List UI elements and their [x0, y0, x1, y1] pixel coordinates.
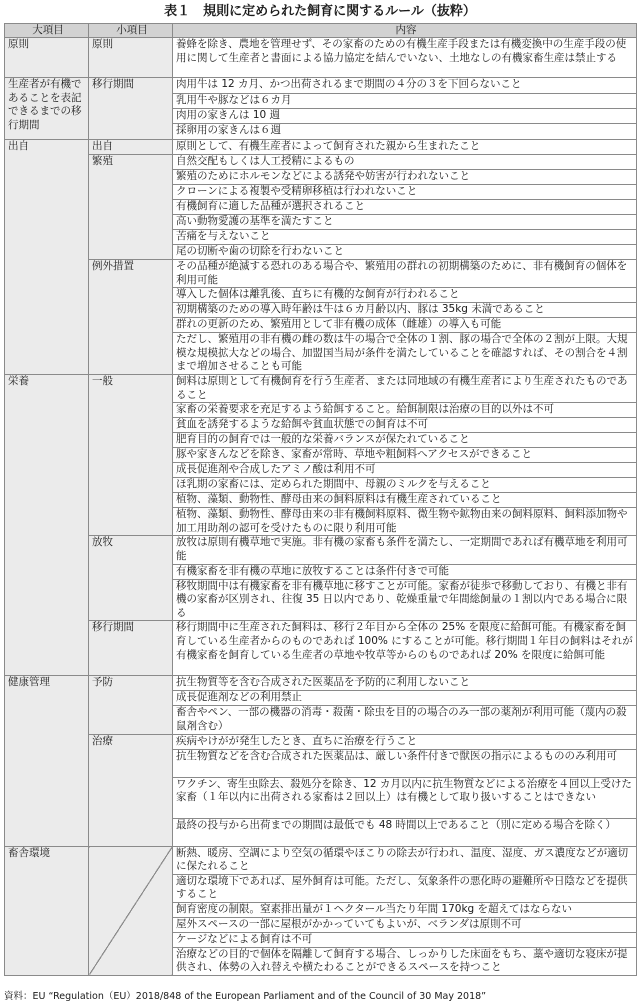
category-transition: 生産者が有機であることを表記できるまでの移行期間 — [5, 78, 89, 140]
table-title: 表１ 規則に定められた飼育に関するルール（抜粋） — [164, 4, 476, 19]
header-subcategory: 小項目 — [89, 24, 173, 38]
category-principle: 原則 — [5, 38, 89, 78]
rule-cell: 植物、藻類、動物性、酵母由来の飼料原料は有機生産されていること — [173, 493, 637, 508]
table-header-row — [5, 24, 637, 38]
rule-cell: 放牧は原則有機草地で実施。非有機の家畜も条件を満たし、一定期間であれば有機草地を利用可能 — [173, 536, 637, 564]
rule-cell: 植物、藻類、動物性、酵母由来の非有機飼料原料、微生物や鉱物由来の飼料原料、飼料添加物や加工用助剤の認可を受けたものに限り利用可能 — [173, 508, 637, 536]
rule-cell: 肥育目的の飼育では一般的な栄養バランスが保たれていること — [173, 433, 637, 448]
rule-cell: 肉用の家きんは 10 週 — [173, 109, 637, 124]
table-row — [5, 140, 637, 155]
rule-cell: 成長促進剤や合成したアミノ酸は利用不可 — [173, 463, 637, 478]
rule-cell: 繁殖のためにホルモンなどによる誘発や妨害が行われないこと — [173, 170, 637, 185]
subcategory-exception: 例外措置 — [89, 260, 173, 375]
category-housing: 畜舎環境 — [5, 846, 89, 976]
rule-cell: 苦痛を与えないこと — [173, 230, 637, 245]
rule-cell: ほ乳期の家畜には、定められた期間中、母親のミルクを与えること — [173, 478, 637, 493]
rule-cell: 高い動物愛護の基準を満たすこと — [173, 215, 637, 230]
subcategory-principle: 原則 — [89, 38, 173, 78]
rule-cell: 屋外スペースの一部に屋根がかかっていてもよいが、ベランダは原則不可 — [173, 917, 637, 932]
rule-cell: 畜舎やペン、一部の機器の消毒・殺菌・除虫を目的の場合のみ一部の薬剤が利用可能（蔑内の殺鼠剤含む） — [173, 706, 637, 734]
category-nutrition: 栄養 — [5, 374, 89, 675]
rule-cell: 飼料は原則として有機飼育を行う生産者、または同地域の有機生産者により生産されたものであること — [173, 374, 637, 402]
header-content: 内容 — [173, 24, 637, 38]
rule-cell: 抗生物質等を含む合成された医薬品を予防的に利用しないこと — [173, 676, 637, 691]
rule-cell: 初期構築のための導入時年齢は牛は６カ月齢以内、豚は 35kg 未満であること — [173, 303, 637, 318]
rule-cell: ただし、繁殖用の非有機の雌の数は牛の場合で全体の１割、豚の場合で全体の２割が上限。大規模な規模拡大などの場合、加盟国当局が条件を満たしていることを確認すれば、その割合を４割まで増加させることも可能 — [173, 333, 637, 375]
subcategory-feed-transition: 移行期間 — [89, 621, 173, 676]
rule-cell: 最終の投与から出荷までの期間は最低でも 48 時間以上であること（別に定める場合を除く） — [173, 818, 637, 846]
table-row — [5, 621, 637, 676]
table-row — [5, 374, 637, 402]
rule-cell: 導入した個体は離乳後、直ちに有機的な飼育が行われること — [173, 288, 637, 303]
rule-cell: 疾病やけがが発生したとき、直ちに治療を行うこと — [173, 734, 637, 749]
subcategory-treatment: 治療 — [89, 734, 173, 846]
source-note: 資料：EU “Regulation（EU）2018/848 of the European Parliament and of the Council of 30 May 2018” — [4, 991, 487, 1002]
rule-cell: 貧血を誘発するような給餌や貧血状態での飼育は不可 — [173, 418, 637, 433]
rule-cell: 抗生物質などを含む合成された医薬品は、厳しい条件付きで獣医の指示によるもののみ利用可 — [173, 749, 637, 777]
table-row — [5, 38, 637, 78]
table-row — [5, 260, 637, 288]
rule-cell: 肉用牛は 12 カ月、かつ出荷されるまで期間の４分の３を下回らないこと — [173, 78, 637, 94]
rule-cell: 尾の切断や歯の切除を行わないこと — [173, 245, 637, 260]
rules-table — [4, 23, 637, 976]
rule-cell: 原則として、有機生産者によって飼育された親から生まれたこと — [173, 140, 637, 155]
rule-cell: 豚や家きんなどを除き、家畜が常時、草地や粗飼料へアクセスができること — [173, 448, 637, 463]
table-row — [5, 676, 637, 691]
rule-cell: 家畜の栄養要求を充足するよう給餌すること。給餌制限は治療の目的以外は不可 — [173, 403, 637, 418]
rule-cell: 適切な環境下であれば、屋外飼育は可能。ただし、気象条件の悪化時の避難所や日陰などを提供すること — [173, 874, 637, 902]
subcategory-grazing: 放牧 — [89, 536, 173, 621]
rule-cell: ワクチン、寄生虫除去、殺処分を除き、12 カ月以内に抗生物質などによる治療を４回以上受けた家畜（１年以内に出荷される家畜は２回以上）は有機として取り扱いすることはできない — [173, 777, 637, 818]
rule-cell: 群れの更新のため、繁殖用として非有機の成体（雌雄）の導入も可能 — [173, 318, 637, 333]
header-category: 大項目 — [5, 24, 89, 38]
subcategory-breeding: 繁殖 — [89, 155, 173, 260]
category-health: 健康管理 — [5, 676, 89, 846]
empty-subcategory-cell — [89, 846, 173, 976]
rule-cell: クローンによる複製や受精卵移植は行われないこと — [173, 185, 637, 200]
rule-cell: その品種が絶滅する恐れのある場合や、繁殖用の群れの初期構築のために、非有機飼育の個体を利用可能 — [173, 260, 637, 288]
rule-cell: 有機飼育に適した品種が選択されること — [173, 200, 637, 215]
rule-cell: 飼育密度の制限。窒素排出量が１ヘクタール当たり年間 170kg を超えてはならない — [173, 902, 637, 917]
rule-cell: 移行期間中に生産された飼料は、移行２年目から全体の 25% を限度に給餌可能。有機家畜を飼育している生産者からのものであれば 100% にすることが可能。移行期間１年目の飼料はそれが有機家畜を飼育している生産者の草地や牧草等からのものであれば 20% を限度に給餌可能 — [173, 621, 637, 676]
rule-cell: 成長促進剤などの利用禁止 — [173, 691, 637, 706]
table-row — [5, 734, 637, 749]
table-row — [5, 78, 637, 94]
subcategory-general: 一般 — [89, 374, 173, 535]
category-origin: 出自 — [5, 140, 89, 375]
rule-cell: 移牧期間中は有機家畜を非有機草地に移すことが可能。家畜が徒歩で移動しており、有機と非有機の家畜が区別され、往復 35 日以内であり、乾燥重量で年間総飼量の１割以内である場合に限る — [173, 579, 637, 621]
table-row — [5, 846, 637, 874]
subcategory-transition: 移行期間 — [89, 78, 173, 140]
table-row — [5, 155, 637, 170]
rule-cell: ケージなどによる飼育は不可 — [173, 932, 637, 947]
subcategory-origin: 出自 — [89, 140, 173, 155]
rule-cell: 治療などの目的で個体を隔離して飼育する場合、しっかりした床面をもち、藁や適切な寝床が提供され、体勢の入れ替えや横たわることができるスペースを持つこと — [173, 947, 637, 975]
rule-cell: 自然交配もしくは人工授精によるもの — [173, 155, 637, 170]
rule-cell: 養蜂を除き、農地を管理せず、その家畜のための有機生産手段または有機変換中の生産手段の使用に関して生産者と書面による協力協定を結んでいない、土地なしの有機家畜生産は禁止する — [173, 38, 637, 78]
table-row — [5, 536, 637, 564]
subcategory-prevention: 予防 — [89, 676, 173, 734]
rule-cell: 断熱、暖房、空調により空気の循環やほこりの除去が行われ、温度、湿度、ガス濃度などが適切に保たれること — [173, 846, 637, 874]
rule-cell: 採卵用の家きんは６週 — [173, 124, 637, 140]
rule-cell: 乳用牛や豚などは６カ月 — [173, 94, 637, 109]
rule-cell: 有機家畜を非有機の草地に放牧することは条件付きで可能 — [173, 564, 637, 579]
